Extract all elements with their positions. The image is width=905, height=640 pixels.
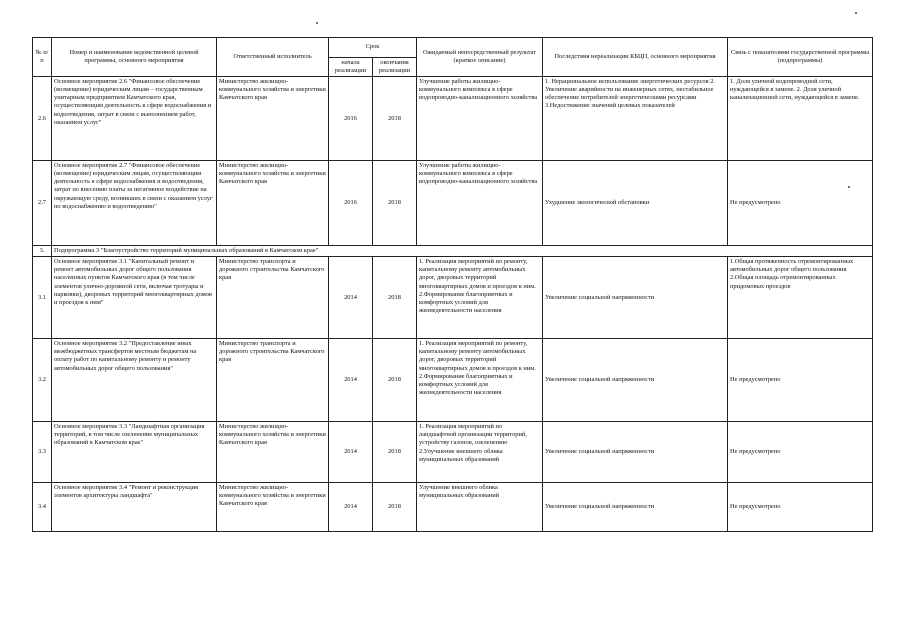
cell-executor: Министерство жилищно-коммунального хозяйства и энергетики Камчатского края xyxy=(217,77,329,161)
cell-start: 2014 xyxy=(329,339,373,422)
scan-speck xyxy=(855,12,857,14)
cell-num: 3.4 xyxy=(33,483,52,532)
cell-result: 1. Реализация мероприятий по ремонту, капитальному ремонту автомобильных дорог, дворовых территорий многоквартирных домов и проездов к ним. 2.Формирование благоприятных и комфортных условий для жизнедеятельности населения xyxy=(417,257,543,339)
cell-link: Не предусмотрено xyxy=(728,161,873,246)
header-result: Ожидаемый непосредственный результат (краткое описание) xyxy=(417,38,543,77)
cell-num: 2.7 xyxy=(33,161,52,246)
program-table xyxy=(32,37,873,532)
cell-name: Основное мероприятие 3.2 "Предоставление иных межбюджетных трансфертов местным бюджетам на оплату работ по капитальному ремонту и ремонту автомобильных дорог общего пользования" xyxy=(52,339,217,422)
header-consequences: Последствия нереализации КБЦП, основного мероприятия xyxy=(543,38,728,77)
cell-name: Основное мероприятие 3.3 "Ландшафтная организация территорий, в том числе озеленение муниципальных образований в Камчатском крае" xyxy=(52,422,217,483)
cell-link: 1.Общая протяженность отремонтированных автомобильных дорог общего пользования 2.Общая площадь отремонтированных придомовых проездов xyxy=(728,257,873,339)
cell-consequences: Увеличение социальной напряженности xyxy=(543,422,728,483)
cell-end: 2018 xyxy=(373,339,417,422)
cell-num: 3.3 xyxy=(33,422,52,483)
header-link: Связь с показателями государственной программы (подпрограммы) xyxy=(728,38,873,77)
table-row xyxy=(33,77,873,161)
cell-start: 2014 xyxy=(329,483,373,532)
header-start: начала реализации xyxy=(329,58,373,77)
header-term: Срок xyxy=(329,38,417,58)
subprogram-num: 3. xyxy=(33,246,52,257)
header-end: окончания реализации xyxy=(373,58,417,77)
cell-result: Улучшение работы жилищно-коммунального комплекса в сфере водопроводно-канализационного хозяйства xyxy=(417,77,543,161)
cell-consequences: Увеличение социальной напряженности xyxy=(543,483,728,532)
table-row xyxy=(33,257,873,339)
table-row xyxy=(33,483,873,532)
cell-executor: Министерство жилищно-коммунального хозяйства и энергетики Камчатского края xyxy=(217,483,329,532)
cell-consequences: Ухудшение экологической обстановки xyxy=(543,161,728,246)
cell-link: Не предусмотрено xyxy=(728,483,873,532)
cell-start: 2014 xyxy=(329,422,373,483)
cell-start: 2016 xyxy=(329,77,373,161)
cell-name: Основное мероприятие 3.1 "Капитальный ремонт и ремонт автомобильных дорог общего пользования населенных пунктов Камчатского края (в том числе элементов улично-дорожной сети, включая тротуары и парковки), дворовых территорий многоквартирных домов и проездов к ним" xyxy=(52,257,217,339)
cell-executor: Министерство транспорта и дорожного строительства Камчатского края xyxy=(217,339,329,422)
cell-end: 2018 xyxy=(373,422,417,483)
cell-num: 3.1 xyxy=(33,257,52,339)
cell-consequences: Увеличение социальной напряженности xyxy=(543,339,728,422)
table-body xyxy=(33,77,873,532)
cell-consequences: 1. Нерациональное использование энергетических ресурсов 2. Увеличение аварийности на инженерных сетях, нестабильное обеспечение потребителей энергетическими ресурсами 3.Недостижение значений целевых показателей xyxy=(543,77,728,161)
table-row xyxy=(33,339,873,422)
cell-name: Основное мероприятие 3.4 "Ремонт и реконструкция элементов архитектуры ландшафта" xyxy=(52,483,217,532)
table-header xyxy=(33,38,873,77)
table-row xyxy=(33,161,873,246)
cell-name: Основное мероприятие 2.7 "Финансовое обеспечение (возмещение) юридическим лицам, осуществляющим деятельность в сфере водоснабжения и водоотведения, затрат по внесению платы за негативное воздействие на окружающую среду, возникших в связи с оказанием услуг по водоснабжению и водоотведению" xyxy=(52,161,217,246)
cell-num: 3.2 xyxy=(33,339,52,422)
cell-start: 2014 xyxy=(329,257,373,339)
cell-end: 2018 xyxy=(373,77,417,161)
cell-end: 2018 xyxy=(373,161,417,246)
cell-link: Не предусмотрено xyxy=(728,339,873,422)
cell-result: 1. Реализация мероприятий по ремонту, капитальному ремонту автомобильных дорог, дворовых территорий многоквартирных домов и проездов к ним. 2.Формирование благоприятных и комфортных условий для жизнедеятельности населения xyxy=(417,339,543,422)
header-name: Номер и наименование ведомственной целевой программы, основного мероприятия xyxy=(52,38,217,77)
cell-executor: Министерство жилищно-коммунального хозяйства и энергетики Камчатского края xyxy=(217,422,329,483)
cell-link: 1. Доля уличной водопроводной сети, нуждающейся в замене. 2. Доля уличной канализационной сети, нуждающейся в замене. xyxy=(728,77,873,161)
subprogram-title: Подпрограмма 3 "Благоустройство территорий муниципальных образований в Камчатском крае" xyxy=(52,246,873,257)
cell-executor: Министерство жилищно-коммунального хозяйства и энергетики Камчатского края xyxy=(217,161,329,246)
cell-result: 1. Реализация мероприятий по ландшафтной организации территорий, устройству газонов, озеленению 2.Улучшение внешнего облика муниципальных образований xyxy=(417,422,543,483)
cell-end: 2018 xyxy=(373,483,417,532)
header-num: № п/п xyxy=(33,38,52,77)
scan-speck xyxy=(316,22,318,24)
cell-consequences: Увеличение социальной напряженности xyxy=(543,257,728,339)
cell-result: Улучшение внешнего облика муниципальных образований xyxy=(417,483,543,532)
cell-executor: Министерство транспорта и дорожного строительства Камчатского края xyxy=(217,257,329,339)
subprogram-row xyxy=(33,246,873,257)
cell-num: 2.6 xyxy=(33,77,52,161)
cell-name: Основное мероприятие 2.6 "Финансовое обеспечение (возмещение) юридическим лицам – государственным унитарным предприятием Камчатского края, осуществляющим деятельность в сфере водоснабжения и водоотведения, затрат в связи с выполнением работ, оказанием услуг" xyxy=(52,77,217,161)
cell-end: 2018 xyxy=(373,257,417,339)
cell-result: Улучшение работы жилищно-коммунального комплекса в сфере водопроводно-канализационного хозяйства xyxy=(417,161,543,246)
cell-link: Не предусмотрено xyxy=(728,422,873,483)
header-executor: Ответственный исполнитель xyxy=(217,38,329,77)
table-row xyxy=(33,422,873,483)
cell-start: 2016 xyxy=(329,161,373,246)
